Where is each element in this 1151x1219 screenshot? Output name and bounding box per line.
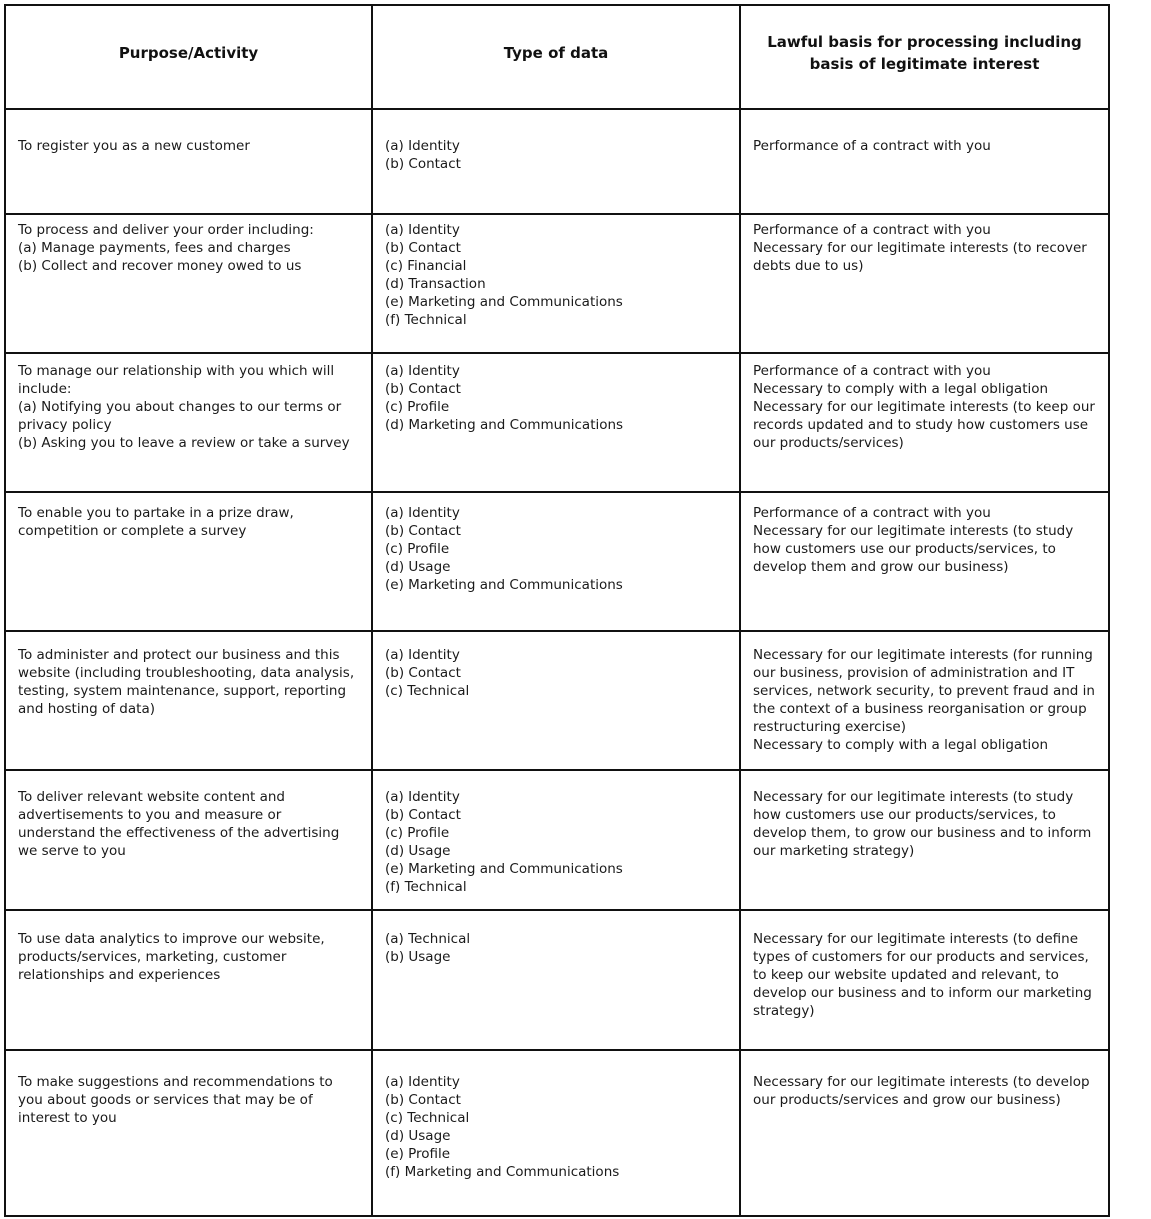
row-2-lawful-basis: Performance of a contract with you Necessary for our legitimate interests (to recover debts due to us) bbox=[741, 215, 1108, 354]
row-5-data-types: (a) Identity (b) Contact (c) Technical bbox=[373, 632, 741, 771]
row-3-data-types: (a) Identity (b) Contact (c) Profile (d) Marketing and Communications bbox=[373, 354, 741, 493]
row-1-data-types: (a) Identity (b) Contact bbox=[373, 110, 741, 215]
row-7-purpose: To use data analytics to improve our website, products/services, marketing, customer relationships and experiences bbox=[6, 911, 373, 1051]
row-1-purpose: To register you as a new customer bbox=[6, 110, 373, 215]
row-3-purpose: To manage our relationship with you which will include: (a) Notifying you about changes to our terms or privacy policy (b) Asking you to leave a review or take a survey bbox=[6, 354, 373, 493]
header-purpose-activity: Purpose/Activity bbox=[6, 6, 373, 110]
row-7-lawful-basis: Necessary for our legitimate interests (to define types of customers for our products and services, to keep our website updated and relevant, to develop our business and to inform our marketing strategy) bbox=[741, 911, 1108, 1051]
row-8-data-types: (a) Identity (b) Contact (c) Technical (d) Usage (e) Profile (f) Marketing and Communications bbox=[373, 1051, 741, 1215]
lawful-basis-table bbox=[4, 4, 1110, 1217]
row-2-purpose: To process and deliver your order including: (a) Manage payments, fees and charges (b) Collect and recover money owed to us bbox=[6, 215, 373, 354]
row-1-lawful-basis: Performance of a contract with you bbox=[741, 110, 1108, 215]
header-type-of-data: Type of data bbox=[373, 6, 741, 110]
row-4-lawful-basis: Performance of a contract with you Necessary for our legitimate interests (to study how customers use our products/services, to develop them and grow our business) bbox=[741, 493, 1108, 632]
row-5-lawful-basis: Necessary for our legitimate interests (for running our business, provision of administration and IT services, network security, to prevent fraud and in the context of a business reorganisation or group restructuring exercise) Necessary to comply with a legal obligation bbox=[741, 632, 1108, 771]
row-4-purpose: To enable you to partake in a prize draw, competition or complete a survey bbox=[6, 493, 373, 632]
row-5-purpose: To administer and protect our business and this website (including troubleshooting, data analysis, testing, system maintenance, support, reporting and hosting of data) bbox=[6, 632, 373, 771]
row-8-lawful-basis: Necessary for our legitimate interests (to develop our products/services and grow our business) bbox=[753, 1074, 1090, 1108]
row-8-purpose: To make suggestions and recommendations to you about goods or services that may be of interest to you bbox=[6, 1051, 373, 1215]
row-2-data-types: (a) Identity (b) Contact (c) Financial (d) Transaction (e) Marketing and Communications (f) Technical bbox=[373, 215, 741, 354]
row-6-data-types: (a) Identity (b) Contact (c) Profile (d) Usage (e) Marketing and Communications (f) Technical bbox=[373, 771, 741, 911]
header-lawful-basis: Lawful basis for processing including basis of legitimate interest bbox=[741, 6, 1108, 110]
row-6-purpose: To deliver relevant website content and advertisements to you and measure or understand the effectiveness of the advertising we serve to you bbox=[6, 771, 373, 911]
row-4-data-types: (a) Identity (b) Contact (c) Profile (d) Usage (e) Marketing and Communications bbox=[373, 493, 741, 632]
row-7-data-types: (a) Technical (b) Usage bbox=[373, 911, 741, 1051]
row-3-lawful-basis: Performance of a contract with you Necessary to comply with a legal obligation Necessary for our legitimate interests (to keep our records updated and to study how customers use our products/services) bbox=[741, 354, 1108, 493]
row-6-lawful-basis: Necessary for our legitimate interests (to study how customers use our products/services, to develop them, to grow our business and to inform our marketing strategy) bbox=[741, 771, 1108, 911]
